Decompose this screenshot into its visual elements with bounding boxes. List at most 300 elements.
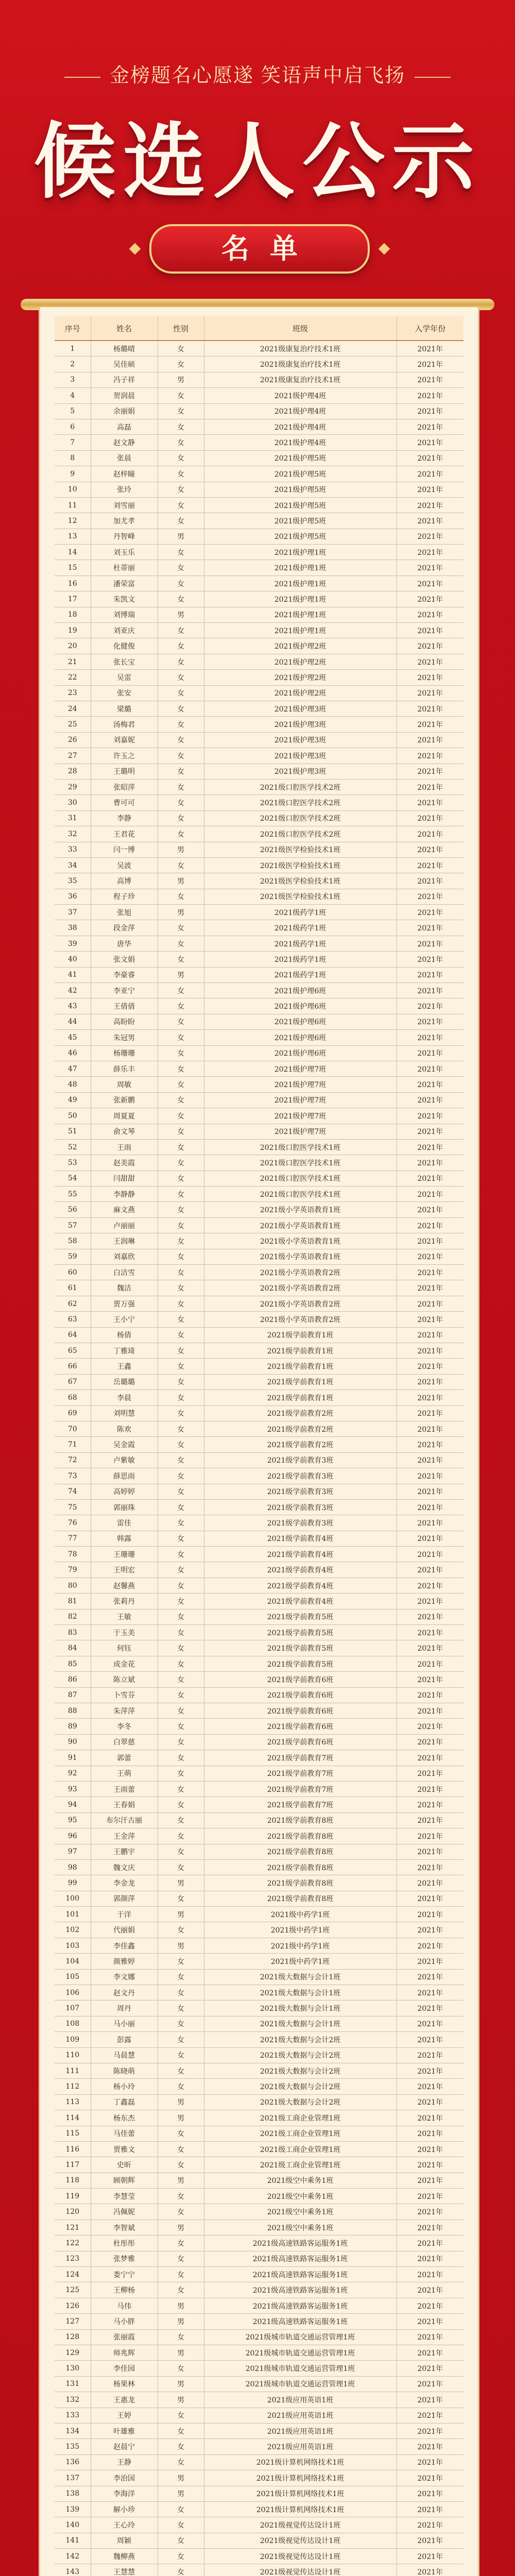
table-cell: 114 <box>55 2110 91 2126</box>
table-cell: 140 <box>55 2517 91 2533</box>
table-cell: 43 <box>55 998 91 1014</box>
table-cell: 2021年 <box>397 2329 464 2345</box>
table-row <box>55 2251 464 2266</box>
table-cell: 女 <box>158 2549 204 2564</box>
table-cell: 王小宁 <box>91 1312 158 1327</box>
table-cell: 17 <box>55 591 91 607</box>
table-cell: 2021年 <box>397 670 464 685</box>
table-cell: 男 <box>158 2314 204 2329</box>
table-cell: 2021级应用英语1班 <box>204 2439 397 2454</box>
table-row <box>55 2392 464 2408</box>
table-cell: 女 <box>158 1030 204 1045</box>
table-cell: 2021级学前教育3班 <box>204 1468 397 1484</box>
table-cell: 张玲 <box>91 482 158 497</box>
table-cell: 70 <box>55 1421 91 1436</box>
table-cell: 2021级工商企业管理1班 <box>204 2157 397 2173</box>
candidate-table <box>55 316 464 2576</box>
table-cell: 女 <box>158 1421 204 1436</box>
table-cell: 女 <box>158 2454 204 2470</box>
table-row <box>55 1531 464 1546</box>
table-cell: 2021年 <box>397 1265 464 1280</box>
table-cell: 2021年 <box>397 545 464 560</box>
table-cell: 2021年 <box>397 748 464 764</box>
table-row <box>55 2126 464 2141</box>
table-cell: 71 <box>55 1437 91 1452</box>
table-cell: 2021级应用英语1班 <box>204 2408 397 2423</box>
table-cell: 127 <box>55 2314 91 2329</box>
table-cell: 2021年 <box>397 513 464 529</box>
table-cell: 刘明慧 <box>91 1405 158 1421</box>
table-cell: 李文娜 <box>91 1969 158 1985</box>
table-row <box>55 591 464 607</box>
table-cell: 136 <box>55 2454 91 2470</box>
table-cell: 123 <box>55 2251 91 2266</box>
table-cell: 64 <box>55 1327 91 1343</box>
table-cell: 2021级中药学1班 <box>204 1954 397 1969</box>
table-cell: 44 <box>55 1014 91 1029</box>
table-cell: 2021级口腔医学技术1班 <box>204 1139 397 1155</box>
table-cell: 97 <box>55 1844 91 1859</box>
table-row <box>55 2298 464 2313</box>
table-cell: 2021年 <box>397 983 464 998</box>
table-row <box>55 2486 464 2501</box>
table-cell: 106 <box>55 1985 91 2001</box>
table-cell: 2021级护理3班 <box>204 748 397 764</box>
table-cell: 女 <box>158 889 204 904</box>
table-cell: 女 <box>158 2001 204 2016</box>
table-cell: 72 <box>55 1452 91 1468</box>
table-cell: 18 <box>55 607 91 622</box>
table-cell: 90 <box>55 1734 91 1750</box>
table-cell: 2021年 <box>397 1171 464 1186</box>
table-cell: 2021级护理7班 <box>204 1124 397 1139</box>
table-cell: 2021级大数据与会计2班 <box>204 2032 397 2047</box>
table-cell: 109 <box>55 2032 91 2047</box>
table-cell: 2021级学前教育1班 <box>204 1374 397 1389</box>
table-cell: 男 <box>158 529 204 544</box>
table-cell: 2021年 <box>397 1547 464 1562</box>
table-cell: 2021年 <box>397 654 464 669</box>
table-row <box>55 826 464 842</box>
table-row <box>55 2079 464 2094</box>
table-row <box>55 575 464 591</box>
table-cell: 2021级口腔医学技术2班 <box>204 779 397 794</box>
table-cell: 2021年 <box>397 764 464 779</box>
table-cell: 女 <box>158 1217 204 1233</box>
table-cell: 2021年 <box>397 1907 464 1922</box>
table-cell: 2021年 <box>397 1045 464 1061</box>
table-cell: 2021级学前教育5班 <box>204 1609 397 1624</box>
table-cell: 2021年 <box>397 1719 464 1734</box>
table-cell: 61 <box>55 1280 91 1296</box>
table-cell: 杨珊珊 <box>91 1045 158 1061</box>
table-cell: 刘雪丽 <box>91 497 158 513</box>
table-cell: 120 <box>55 2204 91 2219</box>
table-cell: 2021年 <box>397 2392 464 2408</box>
table-cell: 张晨 <box>91 450 158 466</box>
table-cell: 2021年 <box>397 2361 464 2376</box>
table-cell: 女 <box>158 2126 204 2141</box>
table-cell: 女 <box>158 1609 204 1624</box>
table-cell: 张丽霞 <box>91 2329 158 2345</box>
table-cell: 2021级计算机网络技术1班 <box>204 2501 397 2517</box>
table-cell: 113 <box>55 2094 91 2110</box>
table-cell: 2021级护理7班 <box>204 1092 397 1108</box>
table-row <box>55 1030 464 1045</box>
table-row <box>55 2408 464 2423</box>
table-cell: 女 <box>158 1124 204 1139</box>
table-row <box>55 936 464 951</box>
table-cell: 颜雅婷 <box>91 1954 158 1969</box>
table-cell: 吴波 <box>91 857 158 873</box>
table-cell: 2021年 <box>397 2016 464 2031</box>
table-cell: 2021年 <box>397 2298 464 2313</box>
table-cell: 女 <box>158 1703 204 1718</box>
table-cell: 2021年 <box>397 998 464 1014</box>
table-cell: 王雨 <box>91 1139 158 1155</box>
table-row <box>55 1969 464 1985</box>
table-cell: 69 <box>55 1405 91 1421</box>
table-row <box>55 2361 464 2376</box>
table-row <box>55 1672 464 1687</box>
table-cell: 26 <box>55 732 91 748</box>
table-cell: 解小珍 <box>91 2501 158 2517</box>
table-cell: 张长宝 <box>91 654 158 669</box>
table-cell: 2021级康复治疗技术1班 <box>204 341 397 357</box>
table-cell: 2021年 <box>397 952 464 967</box>
table-cell: 34 <box>55 857 91 873</box>
table-cell: 47 <box>55 1061 91 1076</box>
table-row <box>55 1687 464 1703</box>
table-cell: 2021级药学1班 <box>204 936 397 951</box>
table-cell: 李佳园 <box>91 2361 158 2376</box>
table-row <box>55 1249 464 1264</box>
table-cell: 74 <box>55 1484 91 1499</box>
table-row <box>55 1405 464 1421</box>
table-cell: 2021级学前教育8班 <box>204 1859 397 1875</box>
table-cell: 女 <box>158 1656 204 1671</box>
table-cell: 45 <box>55 1030 91 1045</box>
table-cell: 2021级学前教育2班 <box>204 1421 397 1436</box>
table-cell: 岳璐璐 <box>91 1374 158 1389</box>
table-cell: 2021级小学英语教育1班 <box>204 1217 397 1233</box>
table-cell: 2021级护理1班 <box>204 607 397 622</box>
table-cell: 韩露 <box>91 1531 158 1546</box>
table-row <box>55 2235 464 2251</box>
table-cell: 女 <box>158 1437 204 1452</box>
table-row <box>55 1781 464 1797</box>
table-cell: 女 <box>158 482 204 497</box>
table-cell: 女 <box>158 513 204 529</box>
table-cell: 张旭 <box>91 905 158 920</box>
table-cell: 张莉丹 <box>91 1594 158 1609</box>
table-cell: 4 <box>55 388 91 403</box>
table-cell: 2021年 <box>397 450 464 466</box>
table-cell: 2021级高速铁路客运服务1班 <box>204 2314 397 2329</box>
table-cell: 男 <box>158 2219 204 2235</box>
table-cell: 2021级护理6班 <box>204 1014 397 1029</box>
table-cell: 2021年 <box>397 419 464 434</box>
table-cell: 朱萍萍 <box>91 1703 158 1718</box>
table-row <box>55 889 464 904</box>
table-cell: 139 <box>55 2501 91 2517</box>
table-cell: 李海洋 <box>91 2486 158 2501</box>
table-cell: 女 <box>158 2501 204 2517</box>
table-cell: 女 <box>158 2047 204 2063</box>
column-header: 序号 <box>55 316 91 341</box>
table-cell: 2021年 <box>397 2549 464 2564</box>
table-cell: 叶雄雅 <box>91 2423 158 2438</box>
table-cell: 2021级口腔医学技术1班 <box>204 1171 397 1186</box>
table-row <box>55 1734 464 1750</box>
table-cell: 马小胖 <box>91 2314 158 2329</box>
table-row <box>55 529 464 544</box>
table-cell: 121 <box>55 2219 91 2235</box>
table-cell: 2021年 <box>397 1781 464 1797</box>
table-cell: 冯子祥 <box>91 372 158 387</box>
table-cell: 2021级学前教育8班 <box>204 1875 397 1891</box>
table-cell: 高博 <box>91 873 158 889</box>
table-row <box>55 2001 464 2016</box>
table-cell: 2021年 <box>397 2189 464 2204</box>
table-cell: 2021级学前教育3班 <box>204 1484 397 1499</box>
table-cell: 102 <box>55 1922 91 1938</box>
table-cell: 110 <box>55 2047 91 2063</box>
table-cell: 2021级高速铁路客运服务1班 <box>204 2251 397 2266</box>
table-cell: 女 <box>158 810 204 826</box>
table-cell: 2021级康复治疗技术1班 <box>204 357 397 372</box>
table-cell: 李亚宁 <box>91 983 158 998</box>
table-cell: 王明宏 <box>91 1562 158 1578</box>
table-cell: 王鑫 <box>91 1359 158 1374</box>
table-cell: 雷佳 <box>91 1515 158 1531</box>
table-cell: 15 <box>55 560 91 575</box>
table-cell: 张文娟 <box>91 952 158 967</box>
table-cell: 38 <box>55 920 91 936</box>
table-row <box>55 873 464 889</box>
table-header-row <box>55 316 464 341</box>
table-row <box>55 2189 464 2204</box>
table-cell: 丁雅琦 <box>91 1343 158 1359</box>
table-row <box>55 2157 464 2173</box>
table-cell: 女 <box>158 450 204 466</box>
table-cell: 2021年 <box>397 1734 464 1750</box>
table-cell: 21 <box>55 654 91 669</box>
table-row <box>55 2063 464 2078</box>
table-cell: 2021级大数据与会计2班 <box>204 2094 397 2110</box>
table-row <box>55 2501 464 2517</box>
table-cell: 王君花 <box>91 826 158 842</box>
table-cell: 女 <box>158 2361 204 2376</box>
table-cell: 101 <box>55 1907 91 1922</box>
table-cell: 李智斌 <box>91 2219 158 2235</box>
table-row <box>55 2454 464 2470</box>
table-cell: 女 <box>158 1405 204 1421</box>
table-cell: 娄宁宁 <box>91 2267 158 2282</box>
table-cell: 2021年 <box>397 905 464 920</box>
table-row <box>55 1922 464 1938</box>
table-cell: 2021级护理7班 <box>204 1108 397 1124</box>
table-cell: 王春娟 <box>91 1797 158 1812</box>
table-row <box>55 1217 464 1233</box>
table-cell: 史昕 <box>91 2157 158 2173</box>
table-cell: 129 <box>55 2345 91 2361</box>
table-cell: 女 <box>158 2032 204 2047</box>
table-cell: 2021级学前教育1班 <box>204 1359 397 1374</box>
table-cell: 赵梓瞳 <box>91 466 158 482</box>
table-cell: 2021年 <box>397 1108 464 1124</box>
table-cell: 女 <box>158 2423 204 2438</box>
table-cell: 53 <box>55 1155 91 1171</box>
table-cell: 加尤孝 <box>91 513 158 529</box>
table-cell: 2021级学前教育6班 <box>204 1734 397 1750</box>
table-row <box>55 810 464 826</box>
table-cell: 2021年 <box>397 388 464 403</box>
table-cell: 2021年 <box>397 2204 464 2219</box>
table-cell: 82 <box>55 1609 91 1624</box>
table-cell: 2021年 <box>397 435 464 450</box>
table-cell: 女 <box>158 1922 204 1938</box>
table-cell: 刘嘉妮 <box>91 732 158 748</box>
table-cell: 王慧慧 <box>91 2564 158 2576</box>
table-row <box>55 1139 464 1155</box>
table-cell: 2021级学前教育7班 <box>204 1750 397 1766</box>
table-row <box>55 1891 464 1906</box>
table-cell: 2021年 <box>397 1938 464 1953</box>
table-cell: 2021年 <box>397 920 464 936</box>
table-row <box>55 1640 464 1656</box>
table-row <box>55 2314 464 2329</box>
table-cell: 142 <box>55 2549 91 2564</box>
table-cell: 66 <box>55 1359 91 1374</box>
table-cell: 女 <box>158 2267 204 2282</box>
table-cell: 108 <box>55 2016 91 2031</box>
table-cell: 2021级护理4班 <box>204 419 397 434</box>
table-cell: 2021级工商企业管理1班 <box>204 2110 397 2126</box>
table-cell: 男 <box>158 905 204 920</box>
table-cell: 2021年 <box>397 1233 464 1249</box>
table-cell: 2021级学前教育4班 <box>204 1594 397 1609</box>
table-cell: 女 <box>158 764 204 779</box>
table-row <box>55 2173 464 2188</box>
table-row <box>55 748 464 764</box>
table-cell: 9 <box>55 466 91 482</box>
table-cell: 2021年 <box>397 810 464 826</box>
table-cell: 46 <box>55 1045 91 1061</box>
table-cell: 2021年 <box>397 2079 464 2094</box>
table-cell: 女 <box>158 1249 204 1264</box>
table-cell: 女 <box>158 1187 204 1202</box>
table-cell: 卢紫敏 <box>91 1452 158 1468</box>
table-row <box>55 2141 464 2157</box>
table-cell: 40 <box>55 952 91 967</box>
table-cell: 女 <box>158 2157 204 2173</box>
table-cell: 2021年 <box>397 1374 464 1389</box>
table-cell: 2021级大数据与会计1班 <box>204 1969 397 1985</box>
table-cell: 女 <box>158 1844 204 1859</box>
table-cell: 78 <box>55 1547 91 1562</box>
table-cell: 41 <box>55 967 91 982</box>
table-cell: 2021年 <box>397 1609 464 1624</box>
table-row <box>55 983 464 998</box>
table-row <box>55 2204 464 2219</box>
table-cell: 29 <box>55 779 91 794</box>
table-cell: 2021级护理1班 <box>204 623 397 638</box>
table-cell: 2021年 <box>397 1014 464 1029</box>
table-cell: 2021级空中乘务1班 <box>204 2173 397 2188</box>
table-cell: 张昭萍 <box>91 779 158 794</box>
table-row <box>55 701 464 716</box>
table-cell: 贾万强 <box>91 1296 158 1311</box>
table-cell: 2021级护理5班 <box>204 497 397 513</box>
table-cell: 2021级视觉传达设计1班 <box>204 2517 397 2533</box>
table-cell: 女 <box>158 2189 204 2204</box>
table-cell: 代丽娟 <box>91 1922 158 1938</box>
table-cell: 65 <box>55 1343 91 1359</box>
table-cell: 31 <box>55 810 91 826</box>
table-cell: 2021级护理3班 <box>204 764 397 779</box>
table-cell: 81 <box>55 1594 91 1609</box>
table-cell: 2021年 <box>397 1061 464 1076</box>
table-cell: 薛乐丰 <box>91 1061 158 1076</box>
table-cell: 2021级护理1班 <box>204 575 397 591</box>
table-cell: 女 <box>158 1452 204 1468</box>
table-cell: 49 <box>55 1092 91 1108</box>
table-cell: 刘嘉欣 <box>91 1249 158 1264</box>
table-cell: 马佳蕾 <box>91 2126 158 2141</box>
table-cell: 2021年 <box>397 1750 464 1766</box>
table-cell: 2021级学前教育2班 <box>204 1405 397 1421</box>
table-cell: 2021年 <box>397 1217 464 1233</box>
table-row <box>55 1750 464 1766</box>
table-cell: 2021级学前教育3班 <box>204 1499 397 1515</box>
table-cell: 14 <box>55 545 91 560</box>
table-cell: 成金花 <box>91 1656 158 1671</box>
table-cell: 2021级学前教育5班 <box>204 1640 397 1656</box>
table-row <box>55 1171 464 1186</box>
table-cell: 2021年 <box>397 1327 464 1343</box>
table-row <box>55 1233 464 1249</box>
table-row <box>55 1312 464 1327</box>
table-cell: 2021级护理7班 <box>204 1077 397 1092</box>
table-cell: 布尔汗古丽 <box>91 1812 158 1828</box>
column-header: 入学年份 <box>397 316 464 341</box>
table-cell: 女 <box>158 1499 204 1515</box>
table-cell: 女 <box>158 779 204 794</box>
table-row <box>55 1859 464 1875</box>
table-cell: 男 <box>158 1907 204 1922</box>
table-cell: 女 <box>158 1969 204 1985</box>
table-cell: 2021年 <box>397 826 464 842</box>
table-cell: 56 <box>55 1202 91 1217</box>
table-cell: 2021级口腔医学技术2班 <box>204 826 397 842</box>
table-cell: 女 <box>158 575 204 591</box>
table-cell: 2021年 <box>397 1030 464 1045</box>
table-cell: 2021级计算机网络技术1班 <box>204 2486 397 2501</box>
table-cell: 52 <box>55 1139 91 1155</box>
table-cell: 男 <box>158 1875 204 1891</box>
table-cell: 赵馨燕 <box>91 1578 158 1593</box>
table-cell: 112 <box>55 2079 91 2094</box>
table-cell: 王雨蕾 <box>91 1781 158 1797</box>
table-cell: 女 <box>158 1547 204 1562</box>
table-cell: 2021级学前教育7班 <box>204 1781 397 1797</box>
table-row <box>55 1265 464 1280</box>
table-cell: 2021级空中乘务1班 <box>204 2204 397 2219</box>
table-cell: 63 <box>55 1312 91 1327</box>
table-row <box>55 2549 464 2564</box>
table-row <box>55 1092 464 1108</box>
